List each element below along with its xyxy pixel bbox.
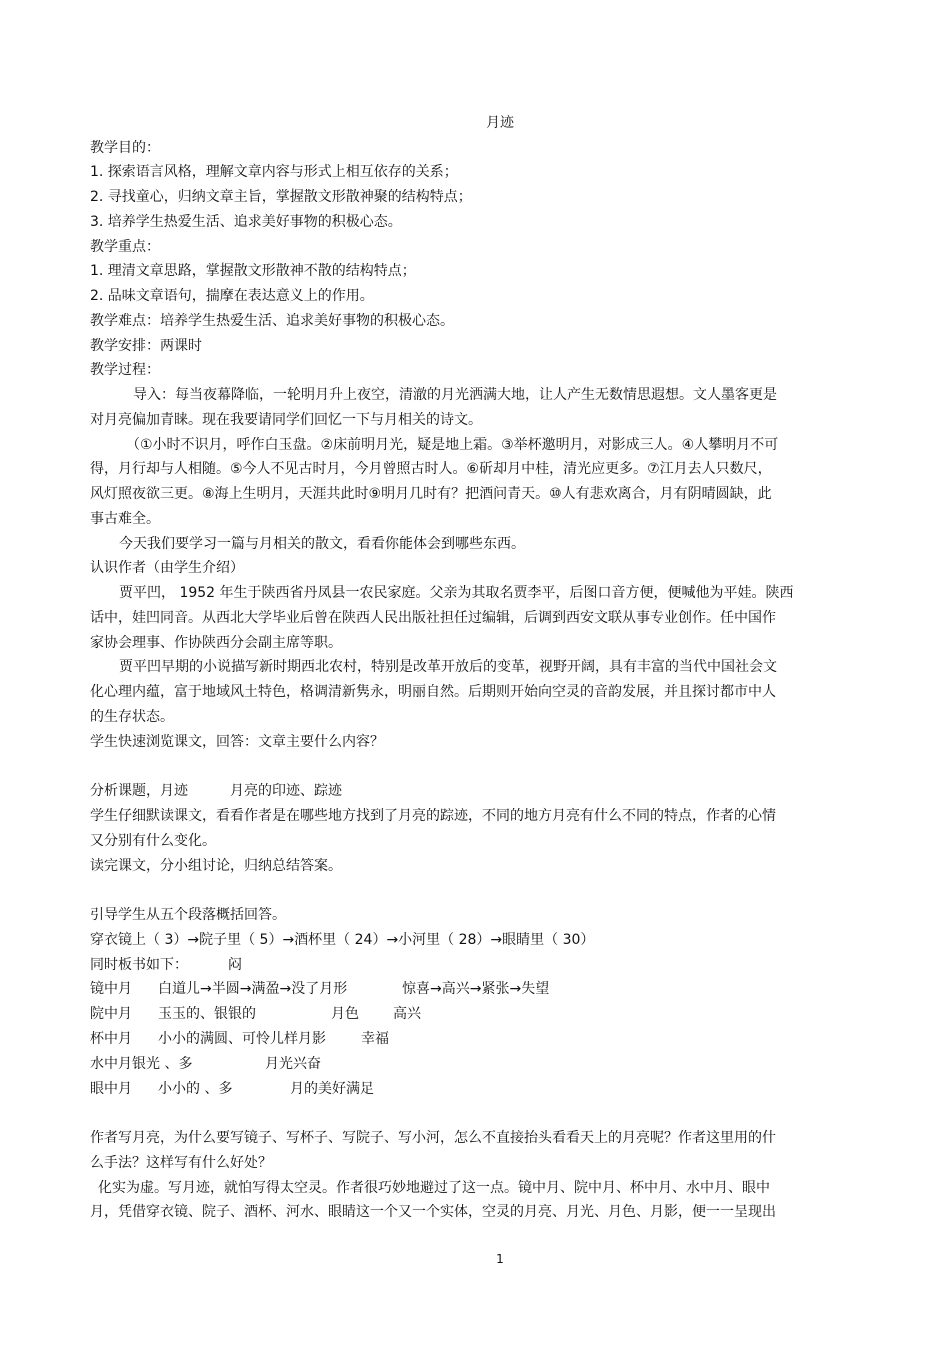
board-row-text: 幸福 [361,1031,389,1047]
board-row-label: 杯中月 [90,1031,132,1047]
page-number: 1 [496,1252,504,1266]
text-line: 话中，娃凹同音。从西北大学毕业后曾在陕西人民出版社担任过编辑，后调到西安文联从事专业创作。任中国作 [90,610,776,626]
board-row-label: 眼中月 [90,1081,132,1097]
text-line: 读完课文，分小组讨论，归纳总结答案。 [90,858,342,874]
board-row-label: 镜中月 [90,981,132,997]
text-line: 的生存状态。 [90,709,174,725]
section-heading: 教学重点： [90,239,160,255]
text-line: 分析课题，月迹 [90,783,188,799]
board-row-text: 月的美好满足 [290,1081,374,1097]
text-line: 家协会理事、作协陕西分会副主席等职。 [90,635,342,651]
board-row-text: 白道儿→半圆→满盈→没了月形 [158,981,348,997]
text-line: 1. 理清文章思路，掌握散文形散神不散的结构特点； [90,263,416,279]
text-line: 得，月行却与人相随。⑤今人不见古时月，今月曾照古时人。⑥斫却月中桂，清光应更多。⑦江月去人只数尺， [90,461,772,477]
text-line: 2. 寻找童心，归纳文章主旨，掌握散文形散神聚的结构特点； [90,189,472,205]
text-line: 化实为虚。写月迹，就怕写得太空灵。作者很巧妙地避过了这一点。镜中月、院中月、杯中月、水中月、眼中 [98,1180,770,1196]
text-line: 导入：每当夜幕降临，一轮明月升上夜空，清澈的月光洒满大地，让人产生无数情思遐想。文人墨客更是 [133,387,777,403]
board-row-text: 高兴 [393,1006,421,1022]
text-line: 贾平凹早期的小说描写新时期西北农村，特别是改革开放后的变革，视野开阔，具有丰富的当代中国社会文 [119,659,777,675]
text-line: 今天我们要学习一篇与月相关的散文，看看你能体会到哪些东西。 [119,536,525,552]
text-line: 教学安排：两课时 [90,338,202,354]
document-title: 月迹 [486,115,514,131]
text-line: 学生仔细默读课文，看看作者是在哪些地方找到了月亮的踪迹，不同的地方月亮有什么不同的特点，作者的心情 [90,808,776,824]
text-line: 学生快速浏览课文，回答：文章主要什么内容？ [90,734,384,750]
text-line: 月，凭借穿衣镜、院子、酒杯、河水、眼睛这一个又一个实体，空灵的月亮、月光、月色、月影，便一一呈现出 [90,1204,776,1220]
text-line: 又分别有什么变化。 [90,833,216,849]
text-line: 穿衣镜上（ 3）→院子里（ 5）→酒杯里（ 24）→小河里（ 28）→眼睛里（ 30） [90,932,595,948]
board-row-text: 惊喜→高兴→紧张→失望 [402,981,550,997]
text-line: 闷 [228,957,242,973]
text-line: 2. 品味文章语句，揣摩在表达意义上的作用。 [90,288,374,304]
text-line: 引导学生从五个段落概括回答。 [90,907,286,923]
text-line: 1. 探索语言风格，理解文章内容与形式上相互依存的关系； [90,164,458,180]
board-row-text: 玉玉的、银银的 [158,1006,256,1022]
text-line: 风灯照夜欲三更。⑧海上生明月，天涯共此时⑨明月几时有？把酒问青天。⑩人有悲欢离合，月有阴晴圆缺，此 [90,486,772,502]
section-heading: 教学目的： [90,140,160,156]
text-line: （①小时不识月，呼作白玉盘。②床前明月光，疑是地上霜。③举杯邀明月，对影成三人。④人攀明月不可 [126,437,779,453]
text-line: 作者写月亮，为什么要写镜子、写杯子、写院子、写小河，怎么不直接抬头看看天上的月亮呢？作者这里用的什 [90,1130,776,1146]
section-heading: 认识作者（由学生介绍） [90,560,244,576]
text-line: 对月亮偏加青睐。现在我要请同学们回忆一下与月相关的诗文。 [90,412,482,428]
text-line: 同时板书如下： [90,957,188,973]
text-line: 化心理内蕴，富于地域风土特色，格调清新隽永，明丽自然。后期则开始向空灵的音韵发展，并且探讨都市中人 [90,684,776,700]
board-row-text: 月光兴奋 [265,1056,321,1072]
text-line: 3. 培养学生热爱生活、追求美好事物的积极心态。 [90,214,402,230]
board-row-text: 小小的满圆、可怜儿样月影 [158,1031,326,1047]
board-row-text: 月色 [331,1006,359,1022]
board-row-label: 水中月银光 、多 [90,1056,193,1072]
section-heading: 教学过程： [90,362,160,378]
text-line: 月亮的印迹、踪迹 [230,783,342,799]
text-line: 么手法？这样写有什么好处？ [90,1155,272,1171]
text-line: 事古难全。 [90,511,160,527]
board-row-label: 院中月 [90,1006,132,1022]
board-row-text: 小小的 、多 [158,1081,233,1097]
text-line: 贾平凹， 1952 年生于陕西省丹凤县一农民家庭。父亲为其取名贾李平，后图口音方便，便喊他为平娃。陕西 [119,585,794,601]
text-line: 教学难点：培养学生热爱生活、追求美好事物的积极心态。 [90,313,454,329]
